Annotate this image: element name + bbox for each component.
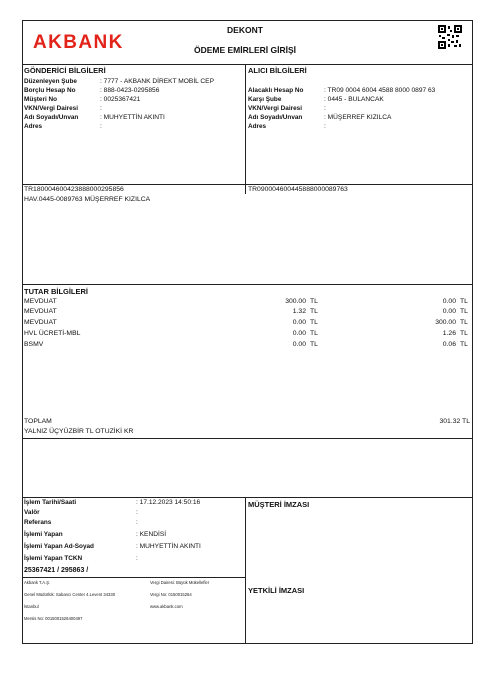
sender-account-value: : 888-0423-0295856: [100, 87, 160, 94]
party-bottom-divider: [22, 184, 473, 185]
footer-city: İstanbul: [24, 604, 39, 609]
sender-tax-value: :: [100, 105, 102, 112]
footer-tax-number: Vergi No: 0150015264: [150, 592, 192, 597]
header-divider: [22, 64, 473, 65]
receiver-name-label: Adı Soyadı/Unvan: [248, 114, 303, 121]
amount-row-label: BSMV: [24, 341, 44, 348]
performer-tckn-value: :: [136, 555, 138, 562]
receiver-section-title: ALICI BİLGİLERİ: [248, 66, 307, 75]
authorized-signature-label: YETKİLİ İMZASI: [248, 586, 305, 595]
amount-row-currency-b: TL: [460, 330, 468, 337]
amount-row-label: HVL ÜCRETİ-MBL: [24, 330, 81, 337]
transaction-date-value: : 17.12.2023 14:50:16: [136, 499, 201, 506]
amounts-section-title: TUTAR BİLGİLERİ: [24, 287, 89, 296]
iban-divider: [245, 184, 246, 194]
amount-row-currency-a: TL: [310, 341, 318, 348]
receiver-branch-label: Karşı Şube: [248, 96, 282, 103]
amount-row-value-a: 0.00: [292, 341, 306, 348]
sender-iban: TR180004600423888000295856: [24, 186, 124, 193]
amount-row-currency-a: TL: [310, 298, 318, 305]
total-label: TOPLAM: [24, 418, 52, 425]
receiver-tax-label: VKN/Vergi Dairesi: [248, 105, 302, 112]
signature-divider: [245, 497, 246, 644]
party-divider: [245, 64, 246, 184]
sender-name-value: : MUHYETTİN AKINTI: [100, 114, 165, 121]
receiver-account-label: Alacaklı Hesap No: [248, 87, 304, 94]
transaction-top-divider: [22, 497, 473, 498]
amount-row-value-a: 1.32: [292, 308, 306, 315]
value-date-value: :: [136, 509, 138, 516]
footer-mersis: Mersis No: 0015001526400497: [24, 616, 83, 621]
amount-row-currency-a: TL: [310, 319, 318, 326]
performer-name-value: : MUHYETTİN AKINTI: [136, 543, 201, 550]
amount-row-currency-b: TL: [460, 298, 468, 305]
amount-row-value-b: 1.26: [442, 330, 456, 337]
sender-section-title: GÖNDERİCİ BİLGİLERİ: [24, 66, 106, 75]
sender-address-value: :: [100, 123, 102, 130]
receiver-iban: TR090004600445888000089763: [248, 186, 348, 193]
receiver-address-value: :: [324, 123, 326, 130]
sender-tax-label: VKN/Vergi Dairesi: [24, 105, 78, 112]
sender-customer-no-label: Müşteri No: [24, 96, 58, 103]
receiver-account-value: : TR09 0004 6004 4588 8000 0897 63: [324, 87, 436, 94]
amount-row-label: MEVDUAT: [24, 308, 57, 315]
transaction-date-label: İşlem Tarihi/Saati: [24, 499, 77, 506]
performed-by-label: İşlemi Yapan: [24, 531, 63, 538]
document-subtitle: ÖDEME EMİRLERİ GİRİŞİ: [193, 45, 296, 55]
total-value: 301.32 TL: [439, 418, 470, 425]
amount-row-currency-b: TL: [460, 308, 468, 315]
receiver-address-label: Adres: [248, 123, 267, 130]
receiver-tax-value: :: [324, 105, 326, 112]
amount-row-label: MEVDUAT: [24, 298, 57, 305]
total-in-words: YALNIZ ÜÇYÜZBİR TL OTUZİKİ KR: [24, 428, 134, 435]
sender-address-label: Adres: [24, 123, 43, 130]
sender-name-label: Adı Soyadı/Unvan: [24, 114, 79, 121]
amounts-top-divider: [22, 284, 473, 285]
reference-value: :: [136, 519, 138, 526]
customer-signature-label: MÜŞTERİ İMZASI: [248, 500, 310, 509]
sender-account-label: Borçlu Hesap No: [24, 87, 76, 94]
akbank-logo: AKBANK: [33, 32, 124, 53]
value-date-label: Valör: [24, 509, 40, 516]
footer-company: Akbank T.A.Ş.: [24, 580, 51, 585]
receiver-branch-value: : 0445 - BULANCAK: [324, 96, 384, 103]
amount-row-currency-b: TL: [460, 319, 468, 326]
amount-row-value-a: 0.00: [292, 319, 306, 326]
performer-name-label: İşlemi Yapan Ad-Soyad: [24, 543, 94, 550]
footer-divider: [22, 577, 245, 578]
transaction-reference-number: 25367421 / 295863 /: [24, 567, 89, 574]
footer-address: Genel Müdürlük: Sabancı Center 4.Levent 34330: [24, 592, 116, 597]
amount-row-label: MEVDUAT: [24, 319, 57, 326]
sender-customer-no-value: : 0025367421: [100, 96, 141, 103]
amount-row-currency-b: TL: [460, 341, 468, 348]
reference-label: Referans: [24, 519, 52, 526]
amount-row-value-b: 0.06: [442, 341, 456, 348]
amount-row-currency-a: TL: [310, 308, 318, 315]
document-title: DEKONT: [227, 25, 263, 35]
performed-by-value: : KENDİSİ: [136, 531, 167, 538]
amount-row-value-a: 0.00: [292, 330, 306, 337]
amount-row-value-b: 0.00: [442, 308, 456, 315]
footer-tax-office: Vergi Dairesi: Büyük Mükellefler: [150, 580, 210, 585]
amount-row-value-a: 300.00: [285, 298, 306, 305]
qr-code-icon: [438, 25, 462, 49]
performer-tckn-label: İşlemi Yapan TCKN: [24, 555, 83, 562]
amount-row-currency-a: TL: [310, 330, 318, 337]
sender-branch-value: : 7777 - AKBANK DİREKT MOBİL CEP: [100, 78, 214, 85]
footer-website: www.akbank.com: [150, 604, 183, 609]
receiver-name-value: : MÜŞERREF KIZILCA: [324, 114, 392, 121]
amount-row-value-b: 300.00: [435, 319, 456, 326]
transfer-description: HAV.0445-0089763 MÜŞERREF KIZILCA: [24, 196, 151, 203]
amounts-bottom-divider: [22, 438, 473, 439]
amount-row-value-b: 0.00: [442, 298, 456, 305]
sender-branch-label: Düzenleyen Şube: [24, 78, 77, 85]
